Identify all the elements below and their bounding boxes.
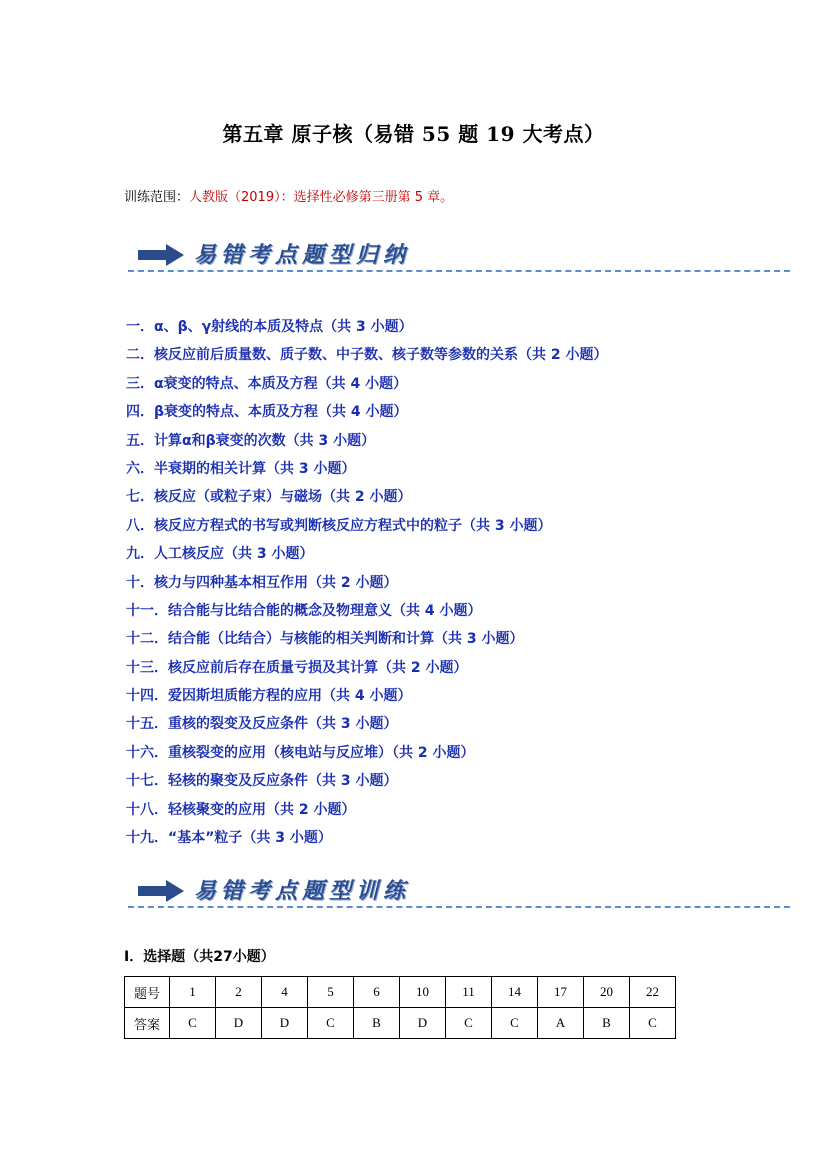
topic-item[interactable]: 十九．“基本”粒子（共 3 小题） <box>126 830 332 847</box>
table-cell-question: 14 <box>492 977 538 1008</box>
table-cell-question: 10 <box>400 977 446 1008</box>
table-cell-question: 5 <box>308 977 354 1008</box>
table-row-answers <box>125 1008 676 1039</box>
table-cell-answer: D <box>262 1008 308 1039</box>
training-scope <box>124 186 453 205</box>
page-title: 第五章 原子核（易错 55 题 19 大考点） <box>222 122 605 146</box>
topic-item[interactable]: 六．半衰期的相关计算（共 3 小题） <box>126 460 356 477</box>
topic-item[interactable]: 十七．轻核的聚变及反应条件（共 3 小题） <box>126 773 398 790</box>
topic-item[interactable]: 三．α衰变的特点、本质及方程（共 4 小题） <box>126 375 408 392</box>
table-cell-question: 22 <box>630 977 676 1008</box>
table-cell-question: 1 <box>170 977 216 1008</box>
topic-item[interactable]: 十八．轻核聚变的应用（共 2 小题） <box>126 801 356 818</box>
table-cell-question: 2 <box>216 977 262 1008</box>
topic-item[interactable]: 十六．重核裂变的应用（核电站与反应堆）（共 2 小题） <box>126 744 475 761</box>
topic-item[interactable]: 九．人工核反应（共 3 小题） <box>126 546 314 563</box>
table-cell-answer: B <box>584 1008 630 1039</box>
table-cell-question: 11 <box>446 977 492 1008</box>
table-cell-answer: C <box>308 1008 354 1039</box>
table-cell-answer: C <box>446 1008 492 1039</box>
topic-item[interactable]: 七．核反应（或粒子束）与磁场（共 2 小题） <box>126 489 412 506</box>
section-banner-practice <box>128 870 790 910</box>
table-header-question: 题号 <box>125 977 170 1008</box>
topic-item[interactable]: 十四．爱因斯坦质能方程的应用（共 4 小题） <box>126 688 412 705</box>
table-cell-answer: D <box>216 1008 262 1039</box>
answer-table <box>124 976 676 1039</box>
topic-item[interactable]: 十二．结合能（比结合）与核能的相关判断和计算（共 3 小题） <box>126 631 524 648</box>
table-cell-question: 17 <box>538 977 584 1008</box>
table-cell-question: 6 <box>354 977 400 1008</box>
arrow-right-icon <box>138 880 184 902</box>
section-banner-summary-text: 易错考点题型归纳 <box>194 242 411 268</box>
topic-item[interactable]: 十三．核反应前后存在质量亏损及其计算（共 2 小题） <box>126 659 468 676</box>
table-cell-answer: B <box>354 1008 400 1039</box>
table-cell-question: 20 <box>584 977 630 1008</box>
table-cell-question: 4 <box>262 977 308 1008</box>
topic-item[interactable]: 十．核力与四种基本相互作用（共 2 小题） <box>126 574 398 591</box>
table-header-answer: 答案 <box>125 1008 170 1039</box>
topic-item[interactable]: 四．β衰变的特点、本质及方程（共 4 小题） <box>126 404 408 421</box>
section-banner-practice-text: 易错考点题型训练 <box>194 878 411 904</box>
topic-item[interactable]: 一．α、β、γ射线的本质及特点（共 3 小题） <box>126 319 413 335</box>
topic-list <box>126 316 608 855</box>
arrow-right-icon <box>138 244 184 266</box>
table-cell-answer: A <box>538 1008 584 1039</box>
section-banner-summary <box>128 234 790 274</box>
topic-item[interactable]: 八．核反应方程式的书写或判断核反应方程式中的粒子（共 3 小题） <box>126 517 552 534</box>
table-cell-answer: D <box>400 1008 446 1039</box>
training-scope-label: 训练范围： <box>124 190 190 205</box>
section-heading-choice: Ⅰ．选择题（共27小题） <box>124 949 275 965</box>
topic-item[interactable]: 十五．重核的裂变及反应条件（共 3 小题） <box>126 716 398 733</box>
banner-divider <box>128 270 790 272</box>
table-row-questions <box>125 977 676 1008</box>
banner-divider <box>128 906 790 908</box>
table-cell-answer: C <box>630 1008 676 1039</box>
topic-item[interactable]: 五．计算α和β衰变的次数（共 3 小题） <box>126 432 376 449</box>
table-cell-answer: C <box>492 1008 538 1039</box>
training-scope-value: 人教版（2019）：选择性必修第三册第 5 章。 <box>189 190 454 205</box>
topic-item[interactable]: 十一．结合能与比结合能的概念及物理意义（共 4 小题） <box>126 602 482 619</box>
table-cell-answer: C <box>170 1008 216 1039</box>
topic-item[interactable]: 二．核反应前后质量数、质子数、中子数、核子数等参数的关系（共 2 小题） <box>126 347 608 364</box>
